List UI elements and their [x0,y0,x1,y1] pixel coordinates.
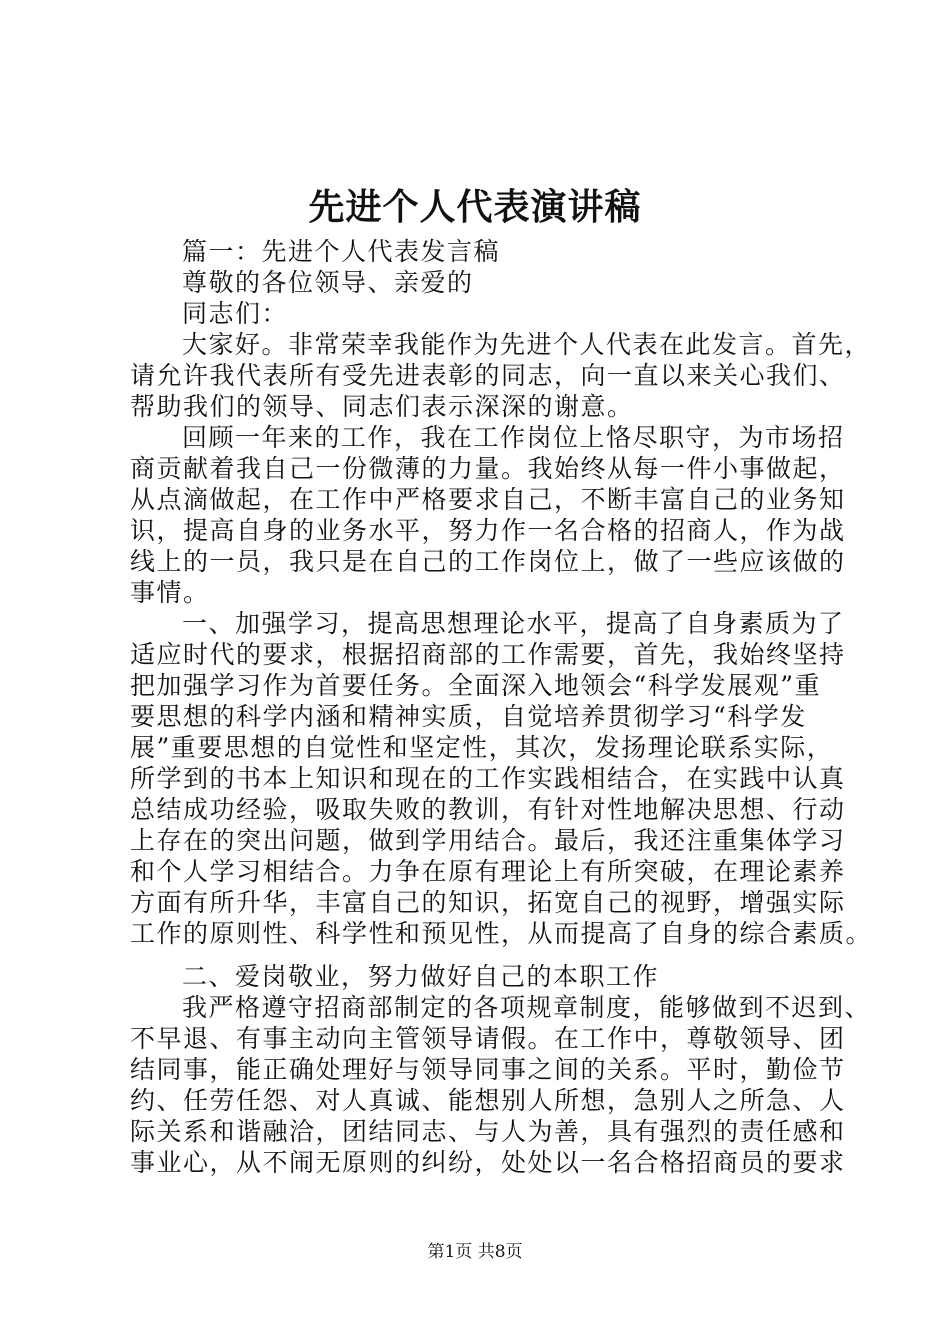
text-line: 同志们： [182,299,289,328]
text-line: 际关系和谐融洽，团结同志、与人为善，具有强烈的责任感和 [130,1117,846,1146]
document-title: 先进个人代表演讲稿 [308,186,642,228]
text-line: 事业心，从不闹无原则的纠纷，处处以一名合格招商员的要求 [130,1148,846,1177]
text-line: 商贡献着我自己一份微薄的力量。我始终从每一件小事做起， [130,454,846,483]
text-line: 二、爱岗敬业，努力做好自己的本职工作 [182,962,660,991]
text-line: 识，提高自身的业务水平，努力作一名合格的招商人，作为战 [130,516,846,545]
text-line: 我严格遵守招商部制定的各项规章制度，能够做到不迟到、 [182,993,872,1022]
text-line: 把加强学习作为首要任务。全面深入地领会“科学发展观”重 [130,671,822,700]
text-line: 从点滴做起，在工作中严格要求自己，不断丰富自己的业务知 [130,485,846,514]
paragraph-gap [130,949,850,961]
text-line: 所学到的书本上知识和现在的工作实践相结合，在实践中认真 [130,764,846,793]
text-line: 大家好。非常荣幸我能作为先进个人代表在此发言。首先， [182,330,872,359]
text-line: 约、任劳任怨、对人真诚、能想别人所想，急别人之所急、人 [130,1086,846,1115]
text-line: 请允许我代表所有受先进表彰的同志，向一直以来关心我们、 [130,361,846,390]
text-line: 一、加强学习，提高思想理论水平，提高了自身素质为了 [182,609,845,638]
text-line: 回顾一年来的工作，我在工作岗位上恪尽职守，为市场招 [182,423,845,452]
text-line: 事情。 [130,578,210,607]
text-line: 篇一：先进个人代表发言稿 [182,237,501,266]
text-line: 和个人学习相结合。力争在原有理论上有所突破，在理论素养 [130,857,846,886]
text-line: 工作的原则性、科学性和预见性，从而提高了自身的综合素质。 [130,919,873,948]
text-line: 上存在的突出问题，做到学用结合。最后，我还注重集体学习 [130,826,846,855]
text-line: 不早退、有事主动向主管领导请假。在工作中，尊敬领导、团 [130,1024,846,1053]
text-line: 展”重要思想的自觉性和坚定性，其次，发扬理论联系实际， [130,733,834,762]
text-line: 尊敬的各位领导、亲爱的 [182,268,474,297]
page-footer: 第1页 共8页 [427,1242,523,1262]
text-line: 结同事，能正确处理好与领导同事之间的关系。平时，勤俭节 [130,1055,846,1084]
text-line: 要思想的科学内涵和精神实质，自觉培养贯彻学习“科学发 [130,702,807,731]
text-line: 线上的一员，我只是在自己的工作岗位上，做了一些应该做的 [130,547,846,576]
document-body [130,236,873,1178]
text-line: 方面有所升华，丰富自己的知识，拓宽自己的视野，增强实际 [130,888,846,917]
text-line: 适应时代的要求，根据招商部的工作需要，首先，我始终坚持 [130,640,846,669]
text-line: 总结成功经验，吸取失败的教训，有针对性地解决思想、行动 [130,795,846,824]
text-line: 帮助我们的领导、同志们表示深深的谢意。 [130,392,634,421]
